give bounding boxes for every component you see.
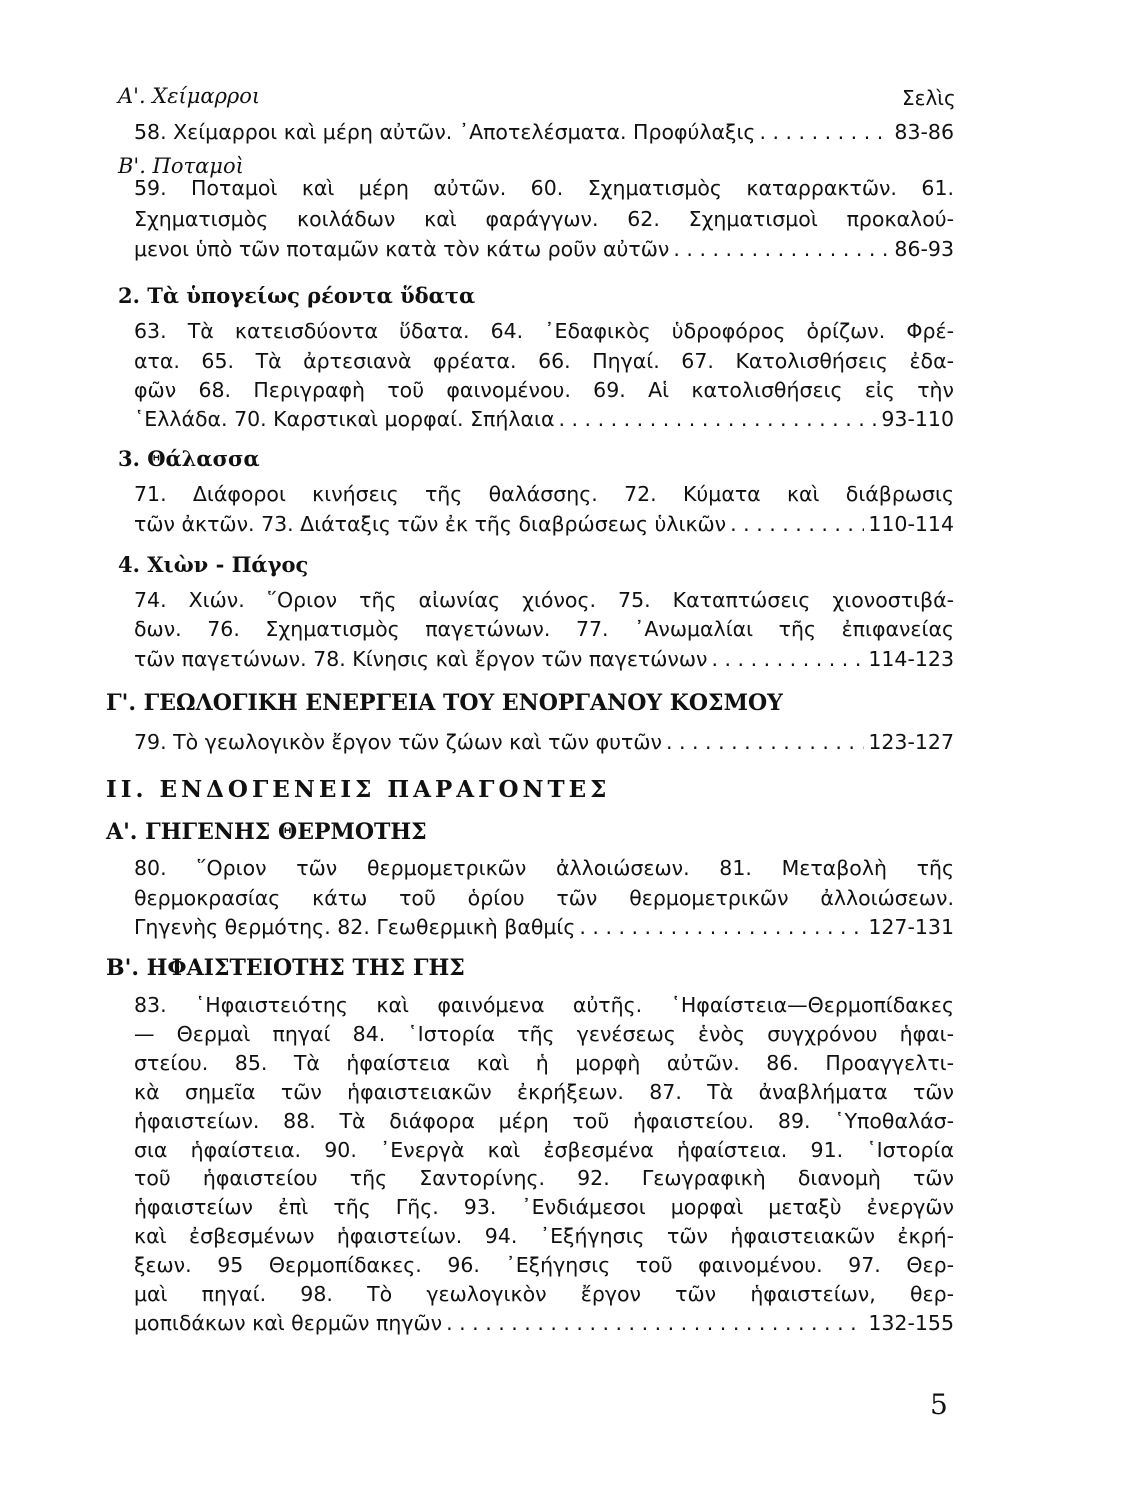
dot-leader <box>730 512 864 537</box>
entry-text: 58. Χείμαρροι καὶ μέρη αὐτῶν. ᾽Αποτελέσματα. Προφύλαξις <box>134 120 756 144</box>
toc-line: 74. Χιών. ῞Οριον τῆς αἰωνίας χιόνος. 75. Καταπτώσεις χιονοστιβά- <box>134 588 954 612</box>
dot-leader <box>666 730 864 755</box>
section-sea: 3. Θάλασσα <box>118 446 260 471</box>
toc-line: ξεων. 95 Θερμοπίδακες. 96. ᾽Εξήγησις τοῦ φαινομένου. 97. Θερ- <box>134 1253 954 1277</box>
toc-line: τοῦ ἡφαιστείου τῆς Σαντορίνης. 92. Γεωγραφικὴ διανομὴ τῶν <box>134 1166 954 1190</box>
heading-volcanism: Β'. ΗΦΑΙΣΤΕΙΟΤΗΣ ΤΗΣ ΓΗΣ <box>106 955 465 981</box>
section-snow-ice: 4. Χιὼν - Πάγος <box>118 552 309 577</box>
entry-text: τῶν παγετώνων. 78. Κίνησις καὶ ἔργον τῶν παγετώνων <box>134 647 708 671</box>
toc-line: θερμοκρασίας κάτω τοῦ ὁρίου τῶν θερμομετρικῶν ἀλλοιώσεων. <box>134 886 954 910</box>
toc-entry <box>134 915 954 940</box>
toc-line: σια ἡφαίστεια. 90. ᾽Ενεργὰ καὶ ἐσβεσμένα ἡφαίστεια. 91. ῾Ιστορία <box>134 1138 954 1162</box>
entry-pages: 83-86 <box>894 120 954 144</box>
toc-line: 59. Ποταμοὶ καὶ μέρη αὐτῶν. 60. Σχηματισμὸς καταρρακτῶν. 61. <box>134 176 954 200</box>
toc-entry <box>134 1311 954 1336</box>
toc-entry <box>134 237 954 262</box>
entry-pages: 93-110 <box>881 407 954 431</box>
heading-organic-geology: Γ'. ΓΕΩΛΟΓΙΚΗ ΕΝΕΡΓΕΙΑ ΤΟΥ ΕΝΟΡΓΑΝΟΥ ΚΟΣΜΟΥ <box>106 690 783 716</box>
section-groundwater: 2. Τὰ ὑπογείως ρέοντα ὕδατα <box>118 283 476 308</box>
entry-text: 79. Τὸ γεωλογικὸν ἔργον τῶν ζώων καὶ τῶν φυτῶν <box>134 730 662 754</box>
toc-line: 63. Τὰ κατεισδύοντα ὕδατα. 64. ᾽Εδαφικὸς ὑδροφόρος ὁρίζων. Φρέ- <box>134 319 954 343</box>
toc-line: μαὶ πηγαί. 98. Τὸ γεωλογικὸν ἔργον τῶν ἡφαιστείων, θερ- <box>134 1282 954 1306</box>
page-number: 5 <box>930 1388 948 1421</box>
toc-line: στείου. 85. Τὰ ἡφαίστεια καὶ ἡ μορφὴ αὐτῶν. 86. Προαγγελτι- <box>134 1051 954 1075</box>
toc-line: ἡφαιστείων. 88. Τὰ διάφορα μέρη τοῦ ἡφαιστείου. 89. ῾Υποθαλάσ- <box>134 1109 954 1133</box>
toc-entry <box>134 730 954 755</box>
entry-pages: 110-114 <box>868 512 954 536</box>
toc-line: — Θερμαὶ πηγαί 84. ῾Ιστορία τῆς γενέσεως ἑνὸς συγχρόνου ἡφαι- <box>134 1022 954 1046</box>
dot-leader <box>446 1311 864 1336</box>
main-heading-endogenous: ΙΙ. ΕΝΔΟΓΕΝΕΙΣ ΠΑΡΑΓΟΝΤΕΣ <box>106 776 611 803</box>
toc-entry <box>134 512 954 537</box>
toc-line: ατα. 65. Τὰ ἀρτεσιανὰ φρέατα. 66. Πηγαί. 67. Κατολισθήσεις ἐδα- <box>134 349 954 373</box>
dot-leader <box>673 237 890 262</box>
toc-line: 71. Διάφοροι κινήσεις τῆς θαλάσσης. 72. Κύματα καὶ διάβρωσις <box>134 482 954 506</box>
entry-pages: 127-131 <box>868 915 954 939</box>
toc-entry <box>134 407 954 432</box>
entry-pages: 114-123 <box>868 647 954 671</box>
entry-text: τῶν ἀκτῶν. 73. Διάταξις τῶν ἐκ τῆς διαβρώσεως ὑλικῶν <box>134 512 727 536</box>
entry-text: μοπιδάκων καὶ θερμῶν πηγῶν <box>134 1311 443 1335</box>
toc-line: ἡφαιστείων ἐπὶ τῆς Γῆς. 93. ᾽Ενδιάμεσοι μορφαὶ μεταξὺ ἐνεργῶν <box>134 1195 954 1219</box>
entry-pages: 86-93 <box>894 237 954 261</box>
entry-text: ῾Ελλάδα. 70. Καρστικαὶ μορφαί. Σπήλαια <box>134 407 555 431</box>
heading-earth-heat: Α'. ΓΗΓΕΝΗΣ ΘΕΡΜΟΤΗΣ <box>106 819 427 845</box>
toc-line: καὶ ἐσβεσμένων ἡφαιστείων. 94. ᾽Εξήγησις τῶν ἡφαιστειακῶν ἐκρή- <box>134 1224 954 1248</box>
subsection-torrents: Α'. Χείμαρροι <box>118 84 261 108</box>
toc-line: δων. 76. Σχηματισμὸς παγετώνων. 77. ᾽Ανωμαλίαι τῆς ἐπιφανείας <box>134 617 954 641</box>
dot-leader <box>558 407 877 432</box>
toc-line: κὰ σημεῖα τῶν ἡφαιστειακῶν ἐκρήξεων. 87. Τὰ ἀναβλήματα τῶν <box>134 1080 954 1104</box>
toc-line: 80. ῞Οριον τῶν θερμομετρικῶν ἀλλοιώσεων. 81. Μεταβολὴ τῆς <box>134 856 954 880</box>
entry-text: Γηγενὴς θερμότης. 82. Γεωθερμικὴ βαθμίς <box>134 915 576 939</box>
entry-pages: 123-127 <box>868 730 954 754</box>
toc-entry <box>134 120 954 145</box>
toc-entry <box>134 647 954 672</box>
toc-line: φῶν 68. Περιγραφὴ τοῦ φαινομένου. 69. Αἱ κατολισθήσεις εἰς τὴν <box>134 378 954 402</box>
subsection-rivers: Β'. Ποταμοὶ <box>118 154 244 178</box>
toc-line: Σχηματισμὸς κοιλάδων καὶ φαράγγων. 62. Σχηματισμοὶ προκαλού- <box>134 207 954 231</box>
page-column-label: Σελὶς <box>902 86 956 110</box>
dot-leader <box>579 915 864 940</box>
dot-leader <box>711 647 864 672</box>
dot-leader <box>759 120 890 145</box>
entry-pages: 132-155 <box>868 1311 954 1335</box>
toc-line: 83. ῾Ηφαιστειότης καὶ φαινόμενα αὐτῆς. ῾Ηφαίστεια—Θερμοπίδακες <box>134 993 954 1017</box>
entry-text: μενοι ὑπὸ τῶν ποταμῶν κατὰ τὸν κάτω ροῦν αὐτῶν <box>134 237 670 261</box>
